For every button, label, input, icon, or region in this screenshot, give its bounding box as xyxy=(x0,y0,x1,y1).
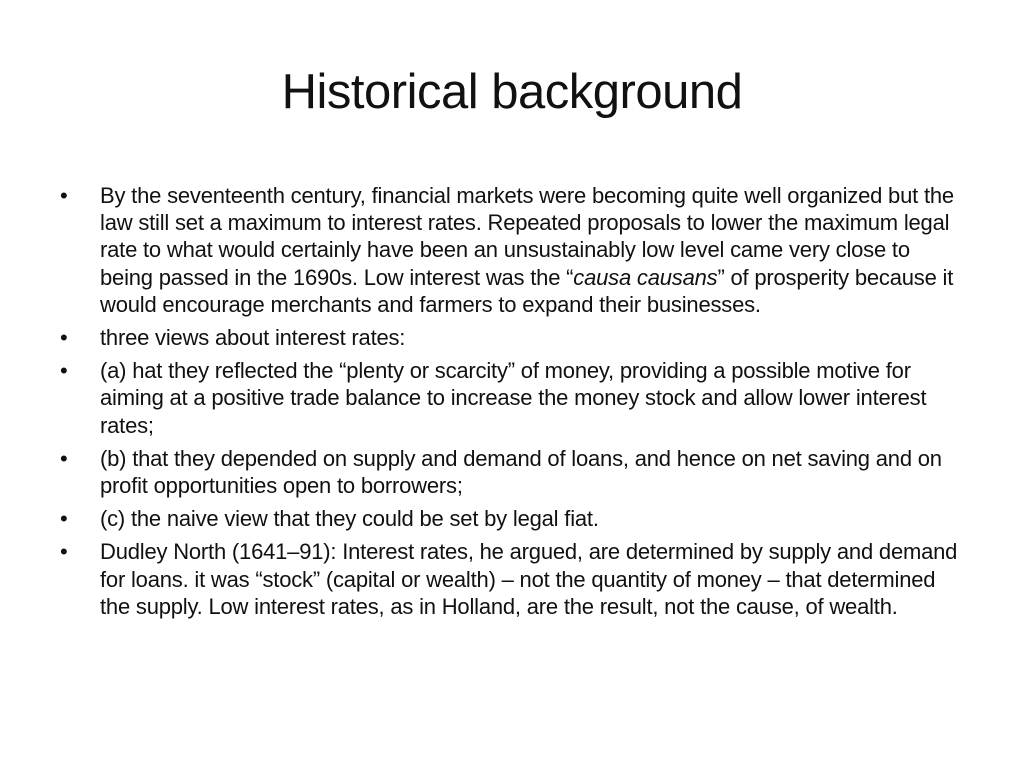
bullet-marker: • xyxy=(60,183,68,208)
bullet-item xyxy=(60,538,960,620)
bullet-text: Dudley North (1641–91): Interest rates, he argued, are determined by supply and demand for loans. it was “stock” (capital or wealth) – not the quantity of money – that determined the supply. Low interest rates, as in Holland, are the result, not the cause, of wealth. xyxy=(100,539,958,619)
bullet-text-italic: causa causans xyxy=(573,264,718,290)
slide-title: Historical background xyxy=(281,65,743,119)
bullet-text: (c) the naive view that they could be set by legal fiat. xyxy=(100,506,599,532)
bullet-item xyxy=(60,182,960,318)
bullet-marker: • xyxy=(60,358,68,384)
bullet-text: (a) hat they reflected the “plenty or scarcity” of money, providing a possible motive for aiming at a positive trade balance to increase the money stock and allow lower interest rates; xyxy=(100,358,927,438)
bullet-marker: • xyxy=(60,445,68,471)
bullet-list xyxy=(60,182,960,626)
bullet-marker: • xyxy=(60,506,68,532)
bullet-text: three views about interest rates: xyxy=(100,325,406,351)
bullet-text xyxy=(100,182,960,318)
bullet-text-part: By the seventeenth century, financial markets were becoming quite well organized but the law still set a maximum to interest rates. Repeated proposals to lower the maximum legal rate to what would certainly have been an unsustainably low level came very close to being passed in the 1690s. Low interest was the “ xyxy=(100,183,954,290)
bullet-item xyxy=(60,445,960,499)
bullet-marker: • xyxy=(60,539,68,565)
bullet-marker: • xyxy=(60,325,68,351)
bullet-text-part: ” of prosperity because it would encourage merchants and farmers to expand their businesses. xyxy=(100,264,954,317)
bullet-item xyxy=(60,505,960,532)
bullet-item xyxy=(60,357,960,439)
bullet-item xyxy=(60,324,960,351)
bullet-text: (b) that they depended on supply and demand of loans, and hence on net saving and on profit opportunities open to borrowers; xyxy=(100,445,942,499)
